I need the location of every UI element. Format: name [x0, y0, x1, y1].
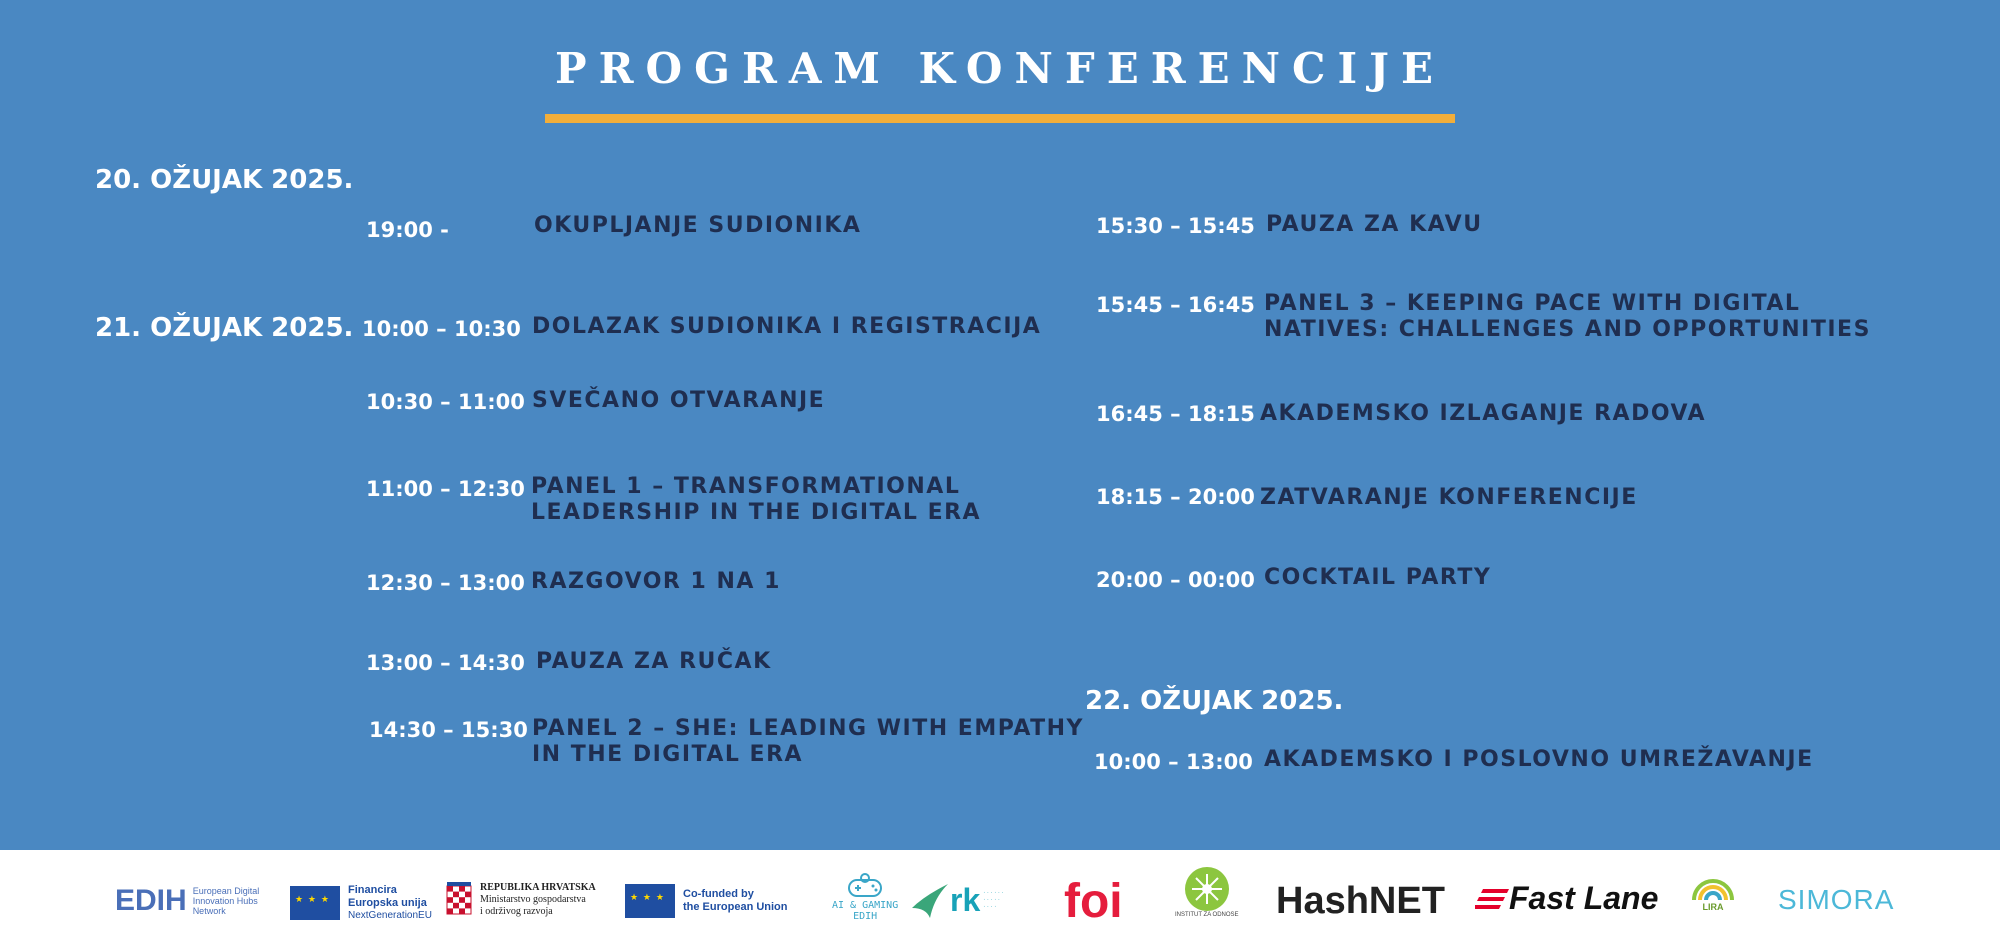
schedule-time: 10:30 – 11:00: [366, 390, 525, 414]
speed-lines-icon: [1475, 885, 1509, 913]
bird-icon: [910, 878, 950, 922]
lira-logo: [1690, 874, 1736, 912]
ai-gaming-line1: AI & GAMING: [832, 900, 899, 911]
schedule-event: AKADEMSKO IZLAGANJE RADOVA: [1260, 401, 1706, 426]
schedule-event: OKUPLJANJE SUDIONIKA: [534, 213, 862, 238]
edih-logo-subtitle: European Digital Innovation Hubs Network: [192, 886, 260, 916]
schedule-event: PAUZA ZA KAVU: [1266, 212, 1483, 237]
ai-gaming-line2: EDIH: [853, 911, 878, 922]
schedule-event: PANEL 2 – SHE: LEADING WITH EMPATHY IN THE DIGITAL ERA: [532, 716, 1084, 767]
schedule-event: PANEL 3 – KEEPING PACE WITH DIGITAL NATIVES: CHALLENGES AND OPPORTUNITIES: [1264, 291, 1871, 342]
fastlane-logo-text: Fast Lane: [1509, 880, 1659, 916]
eu-nextgen-line3: NextGenerationEU: [348, 910, 432, 921]
simora-logo: [1778, 884, 1894, 916]
foi-logo-text: foi: [1064, 875, 1123, 928]
schedule-time: 20:00 – 00:00: [1096, 568, 1255, 592]
eu-flag-icon: [625, 884, 675, 918]
schedule-event: RAZGOVOR 1 NA 1: [531, 569, 781, 594]
schedule-time: 14:30 – 15:30: [369, 718, 528, 742]
eu-cofunded-logo: [625, 884, 788, 918]
croatia-line1: REPUBLIKA HRVATSKA: [480, 882, 596, 893]
institute-logo-text: INSTITUT ZA ODNOSE: [1175, 912, 1239, 918]
day-1-date: 20. OŽUJAK 2025.: [95, 165, 354, 195]
schedule-time: 15:30 – 15:45: [1096, 214, 1255, 238]
rainbow-icon: [1690, 874, 1736, 902]
schedule-event: ZATVARANJE KONFERENCIJE: [1260, 485, 1638, 510]
rk-logo-subtitle: · · · · · · · · · · · · · · ·: [983, 889, 1004, 910]
eu-nextgen-line2: Europska unija: [348, 897, 427, 909]
schedule-time: 15:45 – 16:45: [1096, 293, 1255, 317]
schedule-time: 16:45 – 18:15: [1096, 402, 1255, 426]
schedule-event: PANEL 1 – TRANSFORMATIONAL LEADERSHIP IN THE DIGITAL ERA: [531, 474, 982, 525]
eu-cofunded-line2: the European Union: [683, 901, 788, 913]
croatia-line2: Ministarstvo gospodarstva: [480, 894, 586, 905]
schedule-time: 18:15 – 20:00: [1096, 485, 1255, 509]
schedule-time: 10:00 – 13:00: [1094, 750, 1253, 774]
institute-logo: [1175, 866, 1239, 918]
hashnet-logo-text: HashNET: [1276, 880, 1445, 922]
schedule-event: COCKTAIL PARTY: [1264, 565, 1492, 590]
schedule-event: SVEČANO OTVARANJE: [532, 388, 826, 413]
croatia-ministry-logo: [446, 882, 596, 918]
day-2-date: 21. OŽUJAK 2025.: [95, 313, 354, 343]
lira-logo-text: LIRA: [1702, 902, 1724, 912]
schedule-time: 19:00 -: [366, 218, 449, 242]
schedule-time: 10:00 – 10:30: [362, 317, 521, 341]
schedule-time: 12:30 – 13:00: [366, 571, 525, 595]
hashnet-logo: [1276, 880, 1445, 923]
title-underline: [545, 114, 1455, 123]
page-title: PROGRAM KONFERENCIJE: [555, 44, 1445, 93]
eu-flag-icon: [290, 886, 340, 920]
schedule-event: PAUZA ZA RUČAK: [536, 649, 772, 674]
eu-nextgen-line1: Financira: [348, 884, 397, 896]
schedule-event: AKADEMSKO I POSLOVNO UMREŽAVANJE: [1264, 747, 1814, 772]
gamepad-icon: [845, 872, 885, 900]
schedule-time: 11:00 – 12:30: [366, 477, 525, 501]
simora-logo-text: SIMORA: [1778, 884, 1895, 915]
sunburst-icon: [1184, 866, 1230, 912]
sponsor-footer: [0, 850, 2000, 952]
fastlane-logo: [1475, 880, 1658, 917]
croatia-coat-of-arms-icon: [446, 882, 472, 918]
schedule-time: 13:00 – 14:30: [366, 651, 525, 675]
edih-logo: [115, 884, 283, 918]
edih-logo-text: EDIH: [115, 884, 187, 917]
eu-cofunded-line1: Co-funded by: [683, 888, 754, 900]
schedule-event: DOLAZAK SUDIONIKA I REGISTRACIJA: [532, 314, 1042, 339]
rk-logo: [910, 878, 1038, 922]
ai-gaming-edih-logo: [832, 872, 898, 922]
croatia-line3: i održivog razvoja: [480, 906, 553, 917]
foi-logo: [1064, 874, 1123, 929]
eu-nextgen-logo: [290, 884, 432, 922]
rk-logo-text: rk: [950, 881, 981, 918]
day-3-date: 22. OŽUJAK 2025.: [1085, 686, 1344, 716]
